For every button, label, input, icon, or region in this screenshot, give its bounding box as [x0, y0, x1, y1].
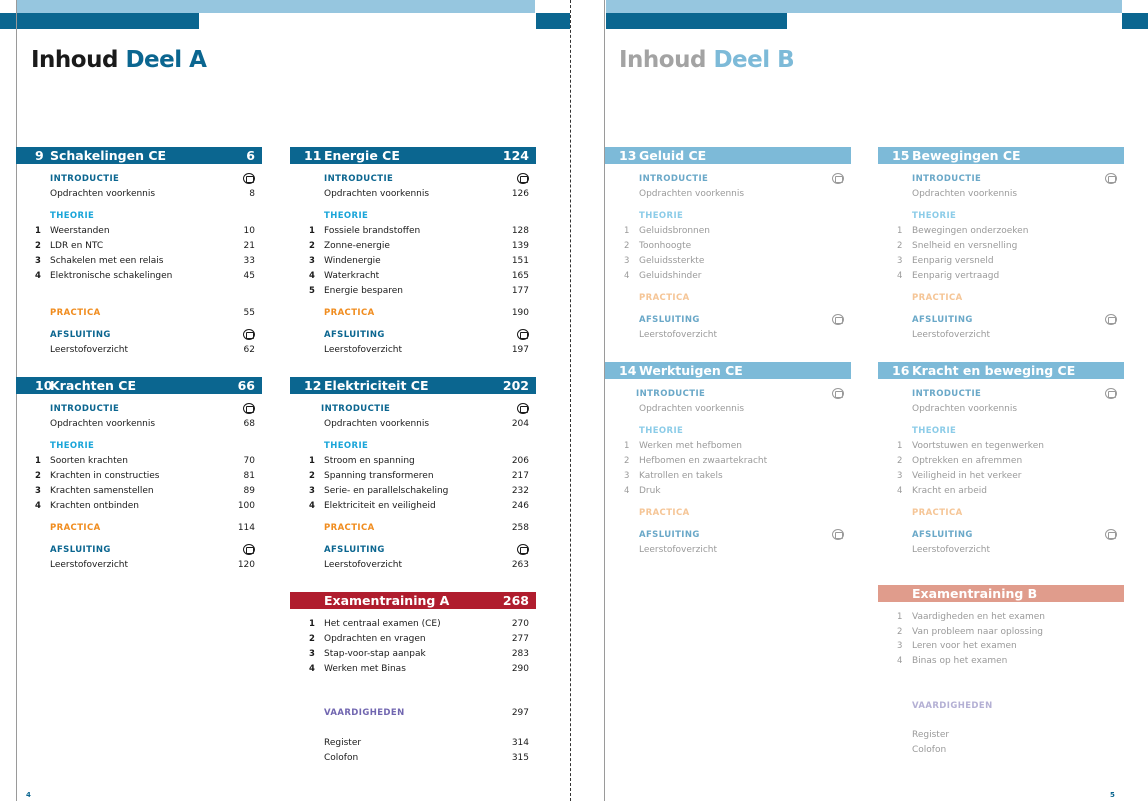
chapter-16-header[interactable]: 16 Kracht en beweging CE: [878, 362, 1124, 379]
toc-entry[interactable]: 2 Spanning transformeren 217: [309, 471, 529, 481]
examentraining-b-header[interactable]: Examentraining B: [878, 585, 1124, 602]
toc-entry[interactable]: 3 Windenergie 151: [309, 256, 529, 266]
section-theorie: THEORIE: [324, 211, 369, 221]
toc-entry-vaardigheden[interactable]: VAARDIGHEDEN 297: [324, 708, 529, 718]
toc-entry[interactable]: Opdrachten voorkennis: [639, 189, 745, 199]
toc-entry[interactable]: 1 Bewegingen onderzoeken: [897, 226, 1029, 236]
section-introductie: INTRODUCTIE: [912, 389, 982, 399]
chapter-11-header[interactable]: 11 Energie CE 124: [290, 147, 536, 164]
section-afsluiting: AFSLUITING: [639, 530, 700, 540]
chapter-number: 10: [35, 378, 53, 393]
book-icon: [243, 329, 255, 340]
book-icon: [517, 544, 529, 555]
chapter-10-header[interactable]: [16, 377, 262, 394]
chapter-15-header[interactable]: 15 Bewegingen CE: [878, 147, 1124, 164]
section-vaardigheden[interactable]: VAARDIGHEDEN: [912, 701, 993, 711]
toc-entry[interactable]: 2 Zonne-energie 139: [309, 241, 529, 251]
toc-entry[interactable]: 1 Weerstanden 10: [35, 226, 255, 236]
page-edge-left: [16, 0, 17, 801]
toc-entry[interactable]: 4 Waterkracht 165: [309, 271, 529, 281]
toc-entry[interactable]: Opdrachten voorkennis 68: [50, 419, 255, 429]
chapter-12-header[interactable]: 12 Elektriciteit CE 202: [290, 377, 536, 394]
toc-entry[interactable]: 3 Eenparig versneld: [897, 256, 994, 266]
toc-entry[interactable]: 4 Elektriciteit en veiligheid 246: [309, 501, 529, 511]
toc-entry[interactable]: 3 Schakelen met een relais 33: [35, 256, 255, 266]
toc-entry-practica[interactable]: PRACTICA 114: [50, 523, 255, 533]
book-icon: [1105, 388, 1117, 399]
section-practica[interactable]: PRACTICA: [639, 508, 690, 518]
toc-entry[interactable]: Leerstofoverzicht: [639, 330, 717, 340]
chapter-number: 9: [35, 148, 44, 163]
page-edge-right: [604, 0, 605, 801]
section-afsluiting: AFSLUITING: [50, 330, 111, 340]
toc-entry[interactable]: 1 Soorten krachten 70: [35, 456, 255, 466]
toc-entry[interactable]: 2 Snelheid en versnelling: [897, 241, 1018, 251]
toc-entry-practica[interactable]: PRACTICA 258: [324, 523, 529, 533]
toc-entry[interactable]: Opdrachten voorkennis 8: [50, 189, 255, 199]
section-introductie: INTRODUCTIE: [321, 404, 391, 414]
examentraining-a-header[interactable]: Examentraining A 268: [290, 592, 536, 609]
book-icon: [832, 173, 844, 184]
section-practica[interactable]: PRACTICA: [639, 293, 690, 303]
toc-entry[interactable]: 3 Veiligheid in het verkeer: [897, 471, 1022, 481]
section-practica[interactable]: PRACTICA: [912, 508, 963, 518]
title-part: Deel A: [125, 47, 207, 73]
chapter-page: 6: [246, 148, 255, 163]
book-icon: [1105, 529, 1117, 540]
title-main: Inhoud: [619, 47, 706, 73]
book-icon: [517, 173, 529, 184]
section-afsluiting: AFSLUITING: [639, 315, 700, 325]
top-band-dark-left: [0, 13, 199, 29]
chapter-13-header[interactable]: 13 Geluid CE: [605, 147, 851, 164]
title-main: Inhoud: [31, 47, 118, 73]
book-spine: [570, 0, 571, 801]
section-introductie: INTRODUCTIE: [50, 404, 120, 414]
toc-entry[interactable]: 4 Druk: [624, 486, 661, 496]
toc-entry[interactable]: 4 Geluidshinder: [624, 271, 702, 281]
section-introductie: INTRODUCTIE: [50, 174, 120, 184]
toc-entry[interactable]: Leerstofoverzicht 62: [50, 345, 255, 355]
toc-entry[interactable]: 1 Vaardigheden en het examen: [897, 612, 1045, 622]
top-band-dark-right: [606, 13, 787, 29]
chapter-9-header[interactable]: [16, 147, 262, 164]
toc-entry[interactable]: 4 Elektronische schakelingen 45: [35, 271, 255, 281]
section-theorie: THEORIE: [50, 441, 95, 451]
chapter-14-header[interactable]: 14 Werktuigen CE: [605, 362, 851, 379]
toc-entry[interactable]: 3 Leren voor het examen: [897, 641, 1017, 651]
book-icon: [243, 544, 255, 555]
toc-entry[interactable]: Leerstofoverzicht 197: [324, 345, 529, 355]
section-practica[interactable]: PRACTICA: [912, 293, 963, 303]
toc-entry[interactable]: 2 Toonhoogte: [624, 241, 692, 251]
toc-entry[interactable]: 2 Optrekken en afremmen: [897, 456, 1023, 466]
section-afsluiting: AFSLUITING: [912, 315, 973, 325]
title-part: Deel B: [713, 47, 795, 73]
page-number: 5: [1110, 791, 1115, 799]
page-number: 4: [26, 791, 31, 799]
book-icon: [517, 329, 529, 340]
toc-entry[interactable]: 1 Voortstuwen en tegenwerken: [897, 441, 1044, 451]
section-theorie: THEORIE: [912, 426, 957, 436]
book-icon: [243, 173, 255, 184]
top-band-light-right: [606, 0, 1122, 13]
book-icon: [517, 403, 529, 414]
page-title: [31, 47, 206, 73]
toc-entry[interactable]: 2 Krachten in constructies 81: [35, 471, 255, 481]
toc-entry-practica[interactable]: PRACTICA 55: [50, 308, 255, 318]
toc-entry-colofon[interactable]: Colofon 315: [324, 753, 529, 763]
toc-entry[interactable]: 1 Het centraal examen (CE) 270: [309, 619, 529, 629]
toc-entry[interactable]: 4 Krachten ontbinden 100: [35, 501, 255, 511]
section-introductie: INTRODUCTIE: [324, 174, 394, 184]
section-introductie: INTRODUCTIE: [912, 174, 982, 184]
section-theorie: THEORIE: [639, 426, 684, 436]
page-title: [619, 47, 794, 73]
chapter-title: Schakelingen CE: [50, 148, 167, 163]
toc-entry-colofon[interactable]: Colofon: [912, 745, 947, 755]
section-theorie: THEORIE: [324, 441, 369, 451]
toc-entry-register[interactable]: Register 314: [324, 738, 529, 748]
toc-entry[interactable]: 1 Stroom en spanning 206: [309, 456, 529, 466]
toc-entry[interactable]: 5 Energie besparen 177: [309, 286, 529, 296]
toc-entry[interactable]: Leerstofoverzicht: [912, 330, 990, 340]
book-icon: [832, 388, 844, 399]
toc-entry[interactable]: 3 Krachten samenstellen 89: [35, 486, 255, 496]
toc-entry[interactable]: Opdrachten voorkennis 204: [324, 419, 529, 429]
top-band-dark-spine-left: [536, 13, 570, 29]
toc-entry[interactable]: 2 LDR en NTC 21: [35, 241, 255, 251]
toc-entry[interactable]: 2 Van probleem naar oplossing: [897, 627, 1043, 637]
toc-entry[interactable]: 2 Hefbomen en zwaartekracht: [624, 456, 768, 466]
book-icon: [243, 403, 255, 414]
toc-entry[interactable]: Opdrachten voorkennis: [639, 404, 745, 414]
chapter-page: 66: [237, 378, 255, 393]
toc-entry[interactable]: Leerstofoverzicht 120: [50, 560, 255, 570]
section-afsluiting: AFSLUITING: [50, 545, 111, 555]
toc-entry[interactable]: 3 Katrollen en takels: [624, 471, 723, 481]
top-band-light-left: [16, 0, 535, 13]
toc-entry[interactable]: Opdrachten voorkennis: [912, 404, 1018, 414]
toc-entry-practica[interactable]: PRACTICA 190: [324, 308, 529, 318]
toc-entry[interactable]: Leerstofoverzicht: [639, 545, 717, 555]
top-band-dark-edge-right: [1122, 13, 1148, 29]
book-icon: [1105, 173, 1117, 184]
toc-entry[interactable]: 4 Eenparig vertraagd: [897, 271, 1000, 281]
toc-entry[interactable]: 1 Geluidsbronnen: [624, 226, 710, 236]
toc-entry[interactable]: 4 Binas op het examen: [897, 656, 1008, 666]
section-theorie: THEORIE: [50, 211, 95, 221]
toc-entry[interactable]: 4 Werken met Binas 290: [309, 664, 529, 674]
toc-entry[interactable]: 1 Fossiele brandstoffen 128: [309, 226, 529, 236]
toc-entry[interactable]: Opdrachten voorkennis 126: [324, 189, 529, 199]
section-afsluiting: AFSLUITING: [324, 545, 385, 555]
section-afsluiting: AFSLUITING: [912, 530, 973, 540]
book-icon: [1105, 314, 1117, 325]
book-icon: [832, 529, 844, 540]
toc-entry[interactable]: 4 Kracht en arbeid: [897, 486, 987, 496]
toc-entry[interactable]: 1 Werken met hefbomen: [624, 441, 742, 451]
toc-entry[interactable]: 3 Stap-voor-stap aanpak 283: [309, 649, 529, 659]
chapter-title: Krachten CE: [50, 378, 137, 393]
section-introductie: INTRODUCTIE: [639, 174, 709, 184]
section-theorie: THEORIE: [639, 211, 684, 221]
section-afsluiting: AFSLUITING: [324, 330, 385, 340]
toc-entry-register[interactable]: Register: [912, 730, 950, 740]
section-introductie: INTRODUCTIE: [636, 389, 706, 399]
book-icon: [832, 314, 844, 325]
toc-entry[interactable]: 3 Geluidssterkte: [624, 256, 705, 266]
toc-entry[interactable]: Opdrachten voorkennis: [912, 189, 1018, 199]
toc-entry[interactable]: 2 Opdrachten en vragen 277: [309, 634, 529, 644]
toc-entry[interactable]: 3 Serie- en parallelschakeling 232: [309, 486, 529, 496]
toc-entry[interactable]: Leerstofoverzicht: [912, 545, 990, 555]
toc-entry[interactable]: Leerstofoverzicht 263: [324, 560, 529, 570]
section-theorie: THEORIE: [912, 211, 957, 221]
